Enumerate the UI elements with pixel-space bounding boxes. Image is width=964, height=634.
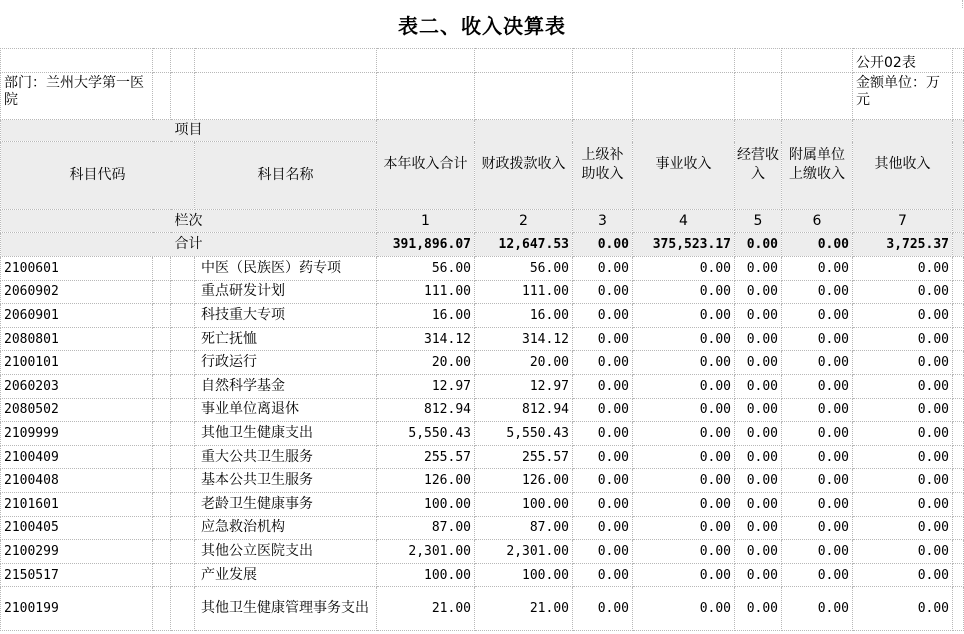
- amount-cell: 16.00: [475, 304, 573, 328]
- column-number-label: 栏次: [1, 210, 377, 233]
- amount-cell: 0.00: [735, 280, 782, 304]
- amount-cell: 0.00: [853, 469, 953, 493]
- amount-cell: 111.00: [475, 280, 573, 304]
- amount-cell: 0.00: [633, 445, 735, 469]
- amount-cell: 0.00: [853, 280, 953, 304]
- subject-code: 2060901: [1, 304, 153, 328]
- summary-value: 0.00: [573, 233, 633, 257]
- amount-cell: 0.00: [735, 304, 782, 328]
- amount-cell: 0.00: [573, 445, 633, 469]
- table-row: [1, 540, 964, 564]
- amount-cell: 0.00: [633, 327, 735, 351]
- subject-code: 2080502: [1, 398, 153, 422]
- amount-cell: 0.00: [735, 587, 782, 631]
- summary-value: 12,647.53: [475, 233, 573, 257]
- summary-row: [1, 233, 964, 257]
- amount-cell: 0.00: [782, 398, 853, 422]
- subject-code: 2100405: [1, 516, 153, 540]
- amount-cell: 0.00: [853, 327, 953, 351]
- subject-name: 事业单位离退休: [195, 398, 377, 422]
- header-operation: 经营收入: [735, 120, 782, 210]
- amount-cell: 0.00: [735, 540, 782, 564]
- amount-cell: 0.00: [782, 422, 853, 446]
- amount-cell: 0.00: [782, 469, 853, 493]
- column-number: 5: [735, 210, 782, 233]
- amount-cell: 2,301.00: [377, 540, 475, 564]
- table-number: 公开02表: [853, 49, 953, 73]
- amount-cell: 0.00: [633, 374, 735, 398]
- amount-cell: 0.00: [573, 422, 633, 446]
- amount-cell: 0.00: [633, 398, 735, 422]
- header-affiliate: 附属单位上缴收入: [782, 120, 853, 210]
- summary-value: 3,725.37: [853, 233, 953, 257]
- column-number: 2: [475, 210, 573, 233]
- subject-code: 2060203: [1, 374, 153, 398]
- amount-cell: 0.00: [633, 351, 735, 375]
- amount-cell: 0.00: [853, 398, 953, 422]
- subject-name: 重大公共卫生服务: [195, 445, 377, 469]
- subject-code: 2100601: [1, 257, 153, 281]
- amount-cell: 0.00: [782, 304, 853, 328]
- amount-cell: 0.00: [853, 422, 953, 446]
- column-number: 6: [782, 210, 853, 233]
- amount-cell: 0.00: [633, 469, 735, 493]
- header-total: 本年收入合计: [377, 120, 475, 210]
- subject-name: 老龄卫生健康事务: [195, 492, 377, 516]
- amount-cell: 0.00: [853, 304, 953, 328]
- summary-value: 0.00: [735, 233, 782, 257]
- amount-cell: 0.00: [633, 587, 735, 631]
- amount-cell: 812.94: [377, 398, 475, 422]
- amount-cell: 100.00: [377, 492, 475, 516]
- amount-cell: 0.00: [735, 445, 782, 469]
- amount-cell: 0.00: [573, 469, 633, 493]
- amount-cell: 0.00: [782, 280, 853, 304]
- amount-cell: 0.00: [735, 492, 782, 516]
- table-row: [1, 351, 964, 375]
- amount-cell: 0.00: [735, 563, 782, 587]
- subject-name: 其他公立医院支出: [195, 540, 377, 564]
- amount-cell: 0.00: [782, 257, 853, 281]
- subject-name: 行政运行: [195, 351, 377, 375]
- amount-cell: 0.00: [853, 445, 953, 469]
- summary-label: 合计: [1, 233, 377, 257]
- column-number-row: [1, 210, 964, 233]
- amount-cell: 100.00: [475, 492, 573, 516]
- subject-name: 其他卫生健康支出: [195, 422, 377, 446]
- subject-name: 产业发展: [195, 563, 377, 587]
- table-row: [1, 304, 964, 328]
- table-row: [1, 374, 964, 398]
- summary-value: 375,523.17: [633, 233, 735, 257]
- amount-cell: 0.00: [573, 280, 633, 304]
- meta-row-2: [1, 73, 964, 120]
- amount-cell: 0.00: [735, 374, 782, 398]
- header-fiscal: 财政拨款收入: [475, 120, 573, 210]
- amount-cell: 0.00: [853, 563, 953, 587]
- column-number: 7: [853, 210, 953, 233]
- table-row: [1, 422, 964, 446]
- amount-cell: 0.00: [633, 492, 735, 516]
- amount-cell: 87.00: [377, 516, 475, 540]
- amount-cell: 0.00: [782, 540, 853, 564]
- amount-cell: 0.00: [782, 492, 853, 516]
- amount-cell: 20.00: [377, 351, 475, 375]
- amount-unit-label: 金额单位：万元: [853, 73, 953, 120]
- meta-row-1: [1, 49, 964, 73]
- sheet-edge-marker: [954, 0, 963, 8]
- header-business: 事业收入: [633, 120, 735, 210]
- header-name: 科目名称: [195, 142, 377, 210]
- amount-cell: 21.00: [377, 587, 475, 631]
- amount-cell: 0.00: [735, 257, 782, 281]
- amount-cell: 0.00: [573, 587, 633, 631]
- subject-code: 2080801: [1, 327, 153, 351]
- subject-name: 其他卫生健康管理事务支出: [195, 587, 377, 631]
- subject-code: 2101601: [1, 492, 153, 516]
- amount-cell: 0.00: [735, 516, 782, 540]
- amount-cell: 12.97: [475, 374, 573, 398]
- subject-name: 科技重大专项: [195, 304, 377, 328]
- amount-cell: 16.00: [377, 304, 475, 328]
- amount-cell: 0.00: [853, 516, 953, 540]
- amount-cell: 0.00: [573, 374, 633, 398]
- header-other: 其他收入: [853, 120, 953, 210]
- amount-cell: 21.00: [475, 587, 573, 631]
- amount-cell: 0.00: [573, 516, 633, 540]
- amount-cell: 126.00: [377, 469, 475, 493]
- amount-cell: 0.00: [573, 257, 633, 281]
- subject-code: 2100299: [1, 540, 153, 564]
- amount-cell: 0.00: [633, 280, 735, 304]
- table-row: [1, 563, 964, 587]
- amount-cell: 0.00: [573, 304, 633, 328]
- table-row: [1, 257, 964, 281]
- column-number: 1: [377, 210, 475, 233]
- amount-cell: 0.00: [735, 422, 782, 446]
- page-title: 表二、收入决算表: [398, 13, 566, 38]
- table-row: [1, 280, 964, 304]
- amount-cell: 5,550.43: [475, 422, 573, 446]
- amount-cell: 255.57: [377, 445, 475, 469]
- column-number: 4: [633, 210, 735, 233]
- header-upper: 上级补助收入: [573, 120, 633, 210]
- amount-cell: 0.00: [853, 587, 953, 631]
- income-table: [0, 48, 964, 631]
- table-row: [1, 445, 964, 469]
- amount-cell: 0.00: [782, 516, 853, 540]
- subject-code: 2109999: [1, 422, 153, 446]
- amount-cell: 0.00: [853, 374, 953, 398]
- amount-cell: 56.00: [377, 257, 475, 281]
- amount-cell: 255.57: [475, 445, 573, 469]
- subject-code: 2100101: [1, 351, 153, 375]
- header-item: 项目: [1, 120, 377, 142]
- column-number: 3: [573, 210, 633, 233]
- amount-cell: 0.00: [573, 540, 633, 564]
- subject-code: 2150517: [1, 563, 153, 587]
- amount-cell: 20.00: [475, 351, 573, 375]
- amount-cell: 812.94: [475, 398, 573, 422]
- table-row: [1, 587, 964, 631]
- amount-cell: 87.00: [475, 516, 573, 540]
- amount-cell: 12.97: [377, 374, 475, 398]
- amount-cell: 0.00: [735, 398, 782, 422]
- amount-cell: 0.00: [573, 398, 633, 422]
- amount-cell: 0.00: [853, 492, 953, 516]
- table-row: [1, 327, 964, 351]
- amount-cell: 0.00: [853, 257, 953, 281]
- amount-cell: 314.12: [475, 327, 573, 351]
- header-code: 科目代码: [1, 142, 195, 210]
- header-row-item: [1, 120, 964, 142]
- subject-code: 2100409: [1, 445, 153, 469]
- subject-name: 基本公共卫生服务: [195, 469, 377, 493]
- table-row: [1, 469, 964, 493]
- amount-cell: 2,301.00: [475, 540, 573, 564]
- amount-cell: 0.00: [633, 516, 735, 540]
- summary-value: 0.00: [782, 233, 853, 257]
- amount-cell: 0.00: [573, 492, 633, 516]
- subject-name: 重点研发计划: [195, 280, 377, 304]
- subject-name: 死亡抚恤: [195, 327, 377, 351]
- table-row: [1, 492, 964, 516]
- amount-cell: 0.00: [633, 304, 735, 328]
- amount-cell: 0.00: [633, 257, 735, 281]
- amount-cell: 111.00: [377, 280, 475, 304]
- amount-cell: 0.00: [782, 563, 853, 587]
- amount-cell: 0.00: [782, 374, 853, 398]
- amount-cell: 0.00: [782, 587, 853, 631]
- amount-cell: 314.12: [377, 327, 475, 351]
- subject-name: 自然科学基金: [195, 374, 377, 398]
- amount-cell: 0.00: [782, 351, 853, 375]
- subject-name: 中医（民族医）药专项: [195, 257, 377, 281]
- amount-cell: 0.00: [633, 540, 735, 564]
- table-row: [1, 516, 964, 540]
- amount-cell: 0.00: [853, 351, 953, 375]
- subject-code: 2060902: [1, 280, 153, 304]
- amount-cell: 126.00: [475, 469, 573, 493]
- amount-cell: 0.00: [735, 469, 782, 493]
- subject-name: 应急救治机构: [195, 516, 377, 540]
- amount-cell: 0.00: [633, 422, 735, 446]
- amount-cell: 0.00: [782, 327, 853, 351]
- amount-cell: 0.00: [853, 540, 953, 564]
- amount-cell: 0.00: [573, 563, 633, 587]
- amount-cell: 0.00: [735, 327, 782, 351]
- amount-cell: 100.00: [377, 563, 475, 587]
- amount-cell: 0.00: [573, 351, 633, 375]
- subject-code: 2100199: [1, 587, 153, 631]
- amount-cell: 5,550.43: [377, 422, 475, 446]
- department-label: 部门：兰州大学第一医院: [1, 73, 153, 120]
- subject-code: 2100408: [1, 469, 153, 493]
- amount-cell: 100.00: [475, 563, 573, 587]
- amount-cell: 0.00: [735, 351, 782, 375]
- summary-value: 391,896.07: [377, 233, 475, 257]
- amount-cell: 56.00: [475, 257, 573, 281]
- amount-cell: 0.00: [573, 327, 633, 351]
- amount-cell: 0.00: [633, 563, 735, 587]
- amount-cell: 0.00: [782, 445, 853, 469]
- table-row: [1, 398, 964, 422]
